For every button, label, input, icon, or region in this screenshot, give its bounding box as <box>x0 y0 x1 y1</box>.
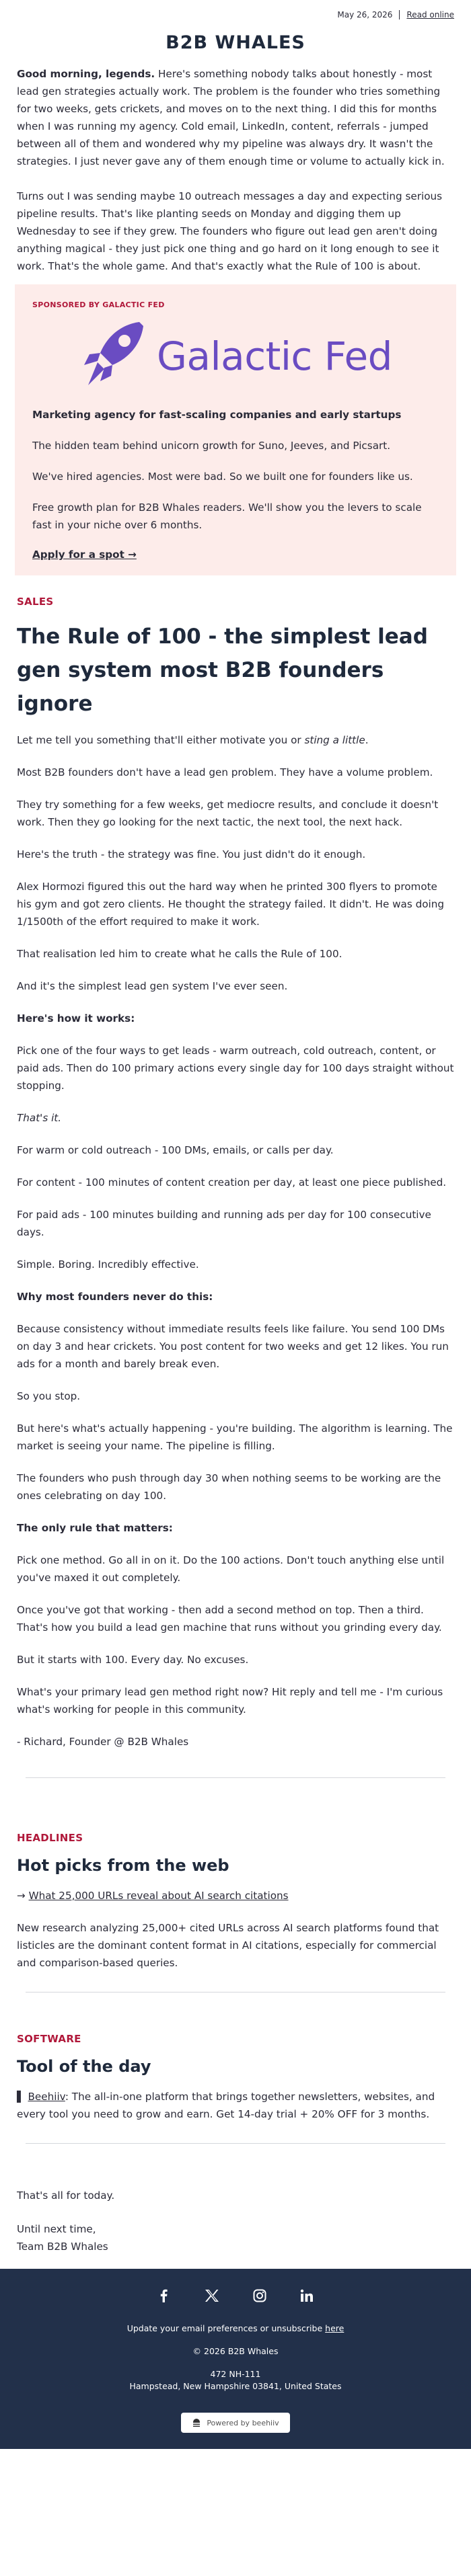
section-label-software: SOFTWARE <box>17 2033 81 2045</box>
intro-paragraph-2: Turns out I was sending maybe 10 outreach messages a day and expecting serious pipeline results. That's like planting seeds on Monday and digging them up Wednesday to see if they grew. The founders who figure out lead gen aren't doing anything magical - they just pick one thing and go hard on it long enough to see it work. That's the whole game. And that's exactly what the Rule of 100 is about. <box>17 190 443 272</box>
software-section <box>0 1993 471 2123</box>
apply-cta-link[interactable]: Apply for a spot → <box>32 549 137 561</box>
closing-line-2: Team B2B Whales <box>17 2241 108 2253</box>
section-label-headlines: HEADLINES <box>17 1832 83 1844</box>
sponsor-logo-text: Galactic Fed <box>157 333 392 379</box>
beehiiv-icon <box>192 2418 201 2427</box>
sponsor-paragraph-1: The hidden team behind unicorn growth for Suno, Jeeves, and Picsart. <box>32 440 391 452</box>
bullet-marker: ▌ <box>17 2091 28 2103</box>
intro-section <box>0 65 471 275</box>
article-paragraph: Alex Hormozi figured this out the hard way when he printed 300 flyers to promote his gym and got zero clients. He thought the strategy failed. It didn't. He was doing 1/1500th of the effort required to make it work. <box>17 881 445 928</box>
subheading-why: Why most founders never do this: <box>17 1291 213 1303</box>
x-icon[interactable] <box>205 2289 219 2302</box>
rocket-icon <box>80 318 147 395</box>
article-paragraph: The founders who push through day 30 when nothing seems to be working are the ones celebrating on day 100. <box>17 1472 441 1502</box>
facebook-icon[interactable] <box>157 2289 171 2302</box>
article-paragraph: That realisation led him to create what he calls the Rule of 100. <box>17 948 342 960</box>
closing-signature <box>17 2220 454 2255</box>
instagram-icon[interactable] <box>253 2289 266 2302</box>
unsubscribe-link[interactable]: here <box>325 2323 345 2333</box>
sponsor-tag: SPONSORED BY GALACTIC FED <box>32 300 165 309</box>
article-paragraph: Because consistency without immediate results feels like failure. You send 100 DMs on day 3 and hear crickets. You post content for two weeks and get 12 likes. You run ads for a month and barely break even. <box>17 1323 449 1370</box>
intro-text: Here's something nobody talks about honestly - most lead gen strategies actually work. The problem is the founder who tries something for two weeks, gets crickets, and moves on to the next thing. I did this for months when I was running my agency. Cold email, LinkedIn, content, referrals - jumped between all of them and wondered why my pipeline was always dry. It wasn't the strategies. I just never gave any of them enough time or volume to actually kick in. <box>17 68 445 167</box>
headline-link[interactable]: What 25,000 URLs reveal about AI search citations <box>28 1890 289 1902</box>
article-paragraph: But here's what's actually happening - you're building. The algorithm is learning. The market is seeing your name. The pipeline is filling. <box>17 1422 453 1452</box>
subheading-how: Here's how it works: <box>17 1012 135 1024</box>
article-title: The Rule of 100 - the simplest lead gen system most B2B founders ignore <box>17 625 428 716</box>
subheading-rule: The only rule that matters: <box>17 1522 173 1534</box>
article-paragraph: That's it. <box>17 1112 62 1124</box>
footer <box>0 2269 471 2449</box>
article-paragraph: They try something for a few weeks, get mediocre results, and conclude it doesn't work. Then they go looking for the next tactic, the next tool, the next hack. <box>17 799 439 828</box>
article-paragraph: And it's the simplest lead gen system I've ever seen. <box>17 980 288 992</box>
sales-section <box>0 575 471 1750</box>
sponsor-paragraph-3: Free growth plan for B2B Whales readers. We'll show you the levers to scale fast in your niche over 6 months. <box>32 501 422 531</box>
article-paragraph: For paid ads - 100 minutes building and running ads per day for 100 consecutive days. <box>17 1209 431 1238</box>
closing-line-1: Until next time, <box>17 2223 96 2235</box>
sponsor-block <box>15 284 456 575</box>
intro-paragraph-1 <box>17 65 454 170</box>
article-paragraph: Here's the truth - the strategy was fine. You just didn't do it enough. <box>17 848 366 860</box>
arrow-icon: → <box>17 1890 29 1902</box>
article-paragraph: So you stop. <box>17 1390 81 1402</box>
article-paragraph: But it starts with 100. Every day. No excuses. <box>17 1654 249 1666</box>
social-links <box>0 2289 471 2302</box>
greeting: Good morning, legends. <box>17 68 155 80</box>
closing-line: That's all for today. <box>17 2189 115 2202</box>
address-line-2: Hampstead, New Hampshire 03841, United States <box>129 2381 342 2391</box>
tool-body: : The all-in-one platform that brings together newsletters, websites, and every tool you need to grow and earn. Get 14-day trial + 20% OFF for 3 months. <box>17 2091 435 2120</box>
tool-link[interactable]: Beehiiv <box>28 2091 65 2103</box>
intro-text-c: . <box>365 734 369 746</box>
sponsor-paragraph-2: We've hired agencies. Most were bad. So we built one for founders like us. <box>32 471 413 483</box>
section-label-sales: SALES <box>17 596 54 608</box>
article-paragraph: Pick one of the four ways to get leads - warm outreach, cold outreach, content, or paid ads. Then do 100 primary actions every single day for 100 days straight without stopping. <box>17 1045 454 1092</box>
article-intro <box>17 731 454 749</box>
sponsor-logo[interactable] <box>32 316 440 397</box>
headline-item <box>17 1887 454 1904</box>
tool-item <box>17 2088 454 2123</box>
article-paragraph: Most B2B founders don't have a lead gen problem. They have a volume problem. <box>17 766 433 778</box>
sponsor-headline: Marketing agency for fast-scaling companies and early startups <box>32 409 402 421</box>
address <box>0 2368 471 2392</box>
headlines-section <box>0 1778 471 1972</box>
preferences-label: Update your email preferences or unsubscribe <box>126 2323 326 2333</box>
article-paragraph: For warm or cold outreach - 100 DMs, emails, or calls per day. <box>17 1144 334 1156</box>
top-bar <box>0 0 471 30</box>
article-paragraph: What's your primary lead gen method right now? Hit reply and tell me - I'm curious what's working for people in this community. <box>17 1686 443 1716</box>
article-paragraph: For content - 100 minutes of content creation per day, at least one piece published. <box>17 1176 447 1189</box>
preferences-text <box>0 2323 471 2335</box>
powered-by-badge[interactable] <box>181 2413 289 2433</box>
intro-text-italic: sting a little <box>304 734 365 746</box>
intro-text-a: Let me tell you something that'll either motivate you or <box>17 734 305 746</box>
software-title: Tool of the day <box>17 2057 151 2076</box>
closing-section <box>0 2144 471 2269</box>
article-paragraph: Simple. Boring. Incredibly effective. <box>17 1258 199 1271</box>
read-online-link[interactable]: Read online <box>406 10 454 19</box>
issue-date: May 26, 2026 <box>337 10 393 19</box>
address-line-1: 472 NH-111 <box>210 2369 261 2379</box>
copyright: © 2026 B2B Whales <box>192 2346 279 2356</box>
linkedin-icon[interactable] <box>300 2289 314 2302</box>
headlines-title: Hot picks from the web <box>17 1856 229 1875</box>
separator <box>399 10 400 19</box>
headline-body: New research analyzing 25,000+ cited URLs across AI search platforms found that listicles are the dominant content format in AI citations, especially for commercial and comparison-based queries. <box>17 1922 439 1969</box>
brand-title: B2B WHALES <box>166 32 305 53</box>
article-paragraph: Once you've got that working - then add a second method on top. Then a third. That's how you build a lead gen machine that runs without you grinding every day. <box>17 1604 442 1634</box>
powered-by-text: Powered by beehiiv <box>207 2418 279 2427</box>
signoff: - Richard, Founder @ B2B Whales <box>17 1736 189 1748</box>
article-paragraph: Pick one method. Go all in on it. Do the 100 actions. Don't touch anything else until you've maxed it out completely. <box>17 1554 445 1584</box>
